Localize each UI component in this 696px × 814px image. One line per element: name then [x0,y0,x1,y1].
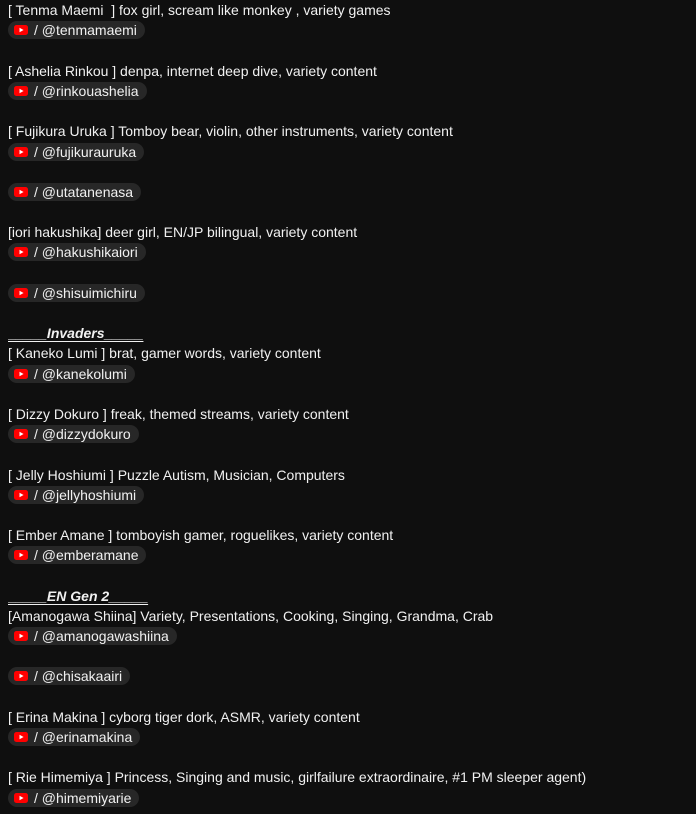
channel-link-chip[interactable] [8,728,140,746]
youtube-icon [14,732,28,742]
channel-link-chip[interactable] [8,486,144,504]
channel-link-chip[interactable] [8,365,135,383]
youtube-icon [14,86,28,96]
blank-line [8,162,688,182]
blank-line [8,303,688,323]
channel-link-row [8,81,688,101]
youtube-icon [14,187,28,197]
channel-handle: / @shisuimichiru [34,284,137,301]
channel-link-row [8,364,688,384]
youtube-icon [14,550,28,560]
blank-line [8,505,688,525]
member-description: [ Tenma Maemi ] fox girl, scream like monkey , variety games [8,2,391,19]
channel-link-row [8,545,688,565]
channel-handle: / @amanogawashiina [34,628,169,644]
member-description: [ Jelly Hoshiumi ] Puzzle Autism, Musician, Computers [8,466,345,483]
channel-link-row [8,20,688,40]
channel-handle: / @utatanenasa [34,183,134,200]
youtube-icon [14,369,28,379]
channel-handle: / @chisakaairi [34,668,123,685]
channel-handle: / @emberamane [34,547,139,564]
channel-link-chip[interactable] [8,82,147,100]
blank-line [8,263,688,283]
blank-line [8,101,688,121]
channel-link-row [8,666,688,686]
channel-link-chip[interactable] [8,183,141,201]
channel-link-chip[interactable] [8,143,144,161]
channel-link-chip[interactable] [8,546,146,564]
member-description: [ Fujikura Uruka ] Tomboy bear, violin, other instruments, variety content [8,123,453,140]
blank-line [8,687,688,707]
channel-handle: / @jellyhoshiumi [34,486,137,503]
channel-link-chip[interactable] [8,243,146,261]
channel-handle: / @tenmamaemi [34,22,137,39]
channel-link-row [8,626,688,646]
channel-link-chip[interactable] [8,667,130,685]
channel-handle: / @rinkouashelia [34,82,139,99]
channel-link-chip[interactable] [8,284,145,302]
channel-link-chip[interactable] [8,425,139,443]
blank-line [8,565,688,585]
blank-line [8,444,688,464]
member-description: [ Erina Makina ] cyborg tiger dork, ASMR, variety content [8,708,360,725]
channel-link-row [8,727,688,747]
member-description: [ Ember Amane ] tomboyish gamer, roguelikes, variety content [8,527,394,544]
channel-link-chip[interactable] [8,789,139,807]
channel-handle: / @hakushikaiori [34,244,138,261]
member-description: [Amanogawa Shiina] Variety, Presentations, Cooking, Singing, Grandma, Crab [8,607,494,624]
channel-link-row [8,424,688,444]
member-description: [ Dizzy Dokuro ] freak, themed streams, variety content [8,405,349,422]
member-description: [ Ashelia Rinkou ] denpa, internet deep dive, variety content [8,62,377,79]
section-heading: _____EN Gen 2_____ [8,587,149,604]
blank-line [8,384,688,404]
channel-handle: / @kanekolumi [34,365,127,382]
channel-link-row [8,242,688,262]
youtube-icon [14,25,28,35]
youtube-icon [14,671,28,681]
blank-line [8,747,688,767]
member-description: [iori hakushika] deer girl, EN/JP bilingual, variety content [8,224,358,241]
youtube-icon [14,247,28,257]
youtube-icon [14,490,28,500]
youtube-icon [14,793,28,803]
youtube-icon [14,631,28,641]
channel-link-row [8,485,688,505]
blank-line [8,646,688,666]
youtube-icon [14,429,28,439]
member-description: [ Rie Himemiya ] Princess, Singing and music, girlfailure extraordinaire, #1 PM sleeper agent) [8,769,587,786]
channel-handle: / @dizzydokuro [34,426,131,443]
channel-link-row [8,182,688,202]
channel-link-row [8,283,688,303]
channel-handle: / @fujikurauruka [34,143,137,160]
channel-handle: / @erinamakina [34,728,133,745]
youtube-icon [14,288,28,298]
channel-link-chip[interactable] [8,627,177,645]
blank-line [8,41,688,61]
blank-line [8,202,688,222]
member-description: [ Kaneko Lumi ] brat, gamer words, variety content [8,345,321,362]
channel-link-row [8,142,688,162]
channel-handle: / @himemiyarie [34,789,132,806]
channel-link-row [8,788,688,808]
channel-link-chip[interactable] [8,21,145,39]
youtube-icon [14,147,28,157]
section-heading: _____Invaders_____ [8,325,144,342]
video-description [8,0,688,808]
